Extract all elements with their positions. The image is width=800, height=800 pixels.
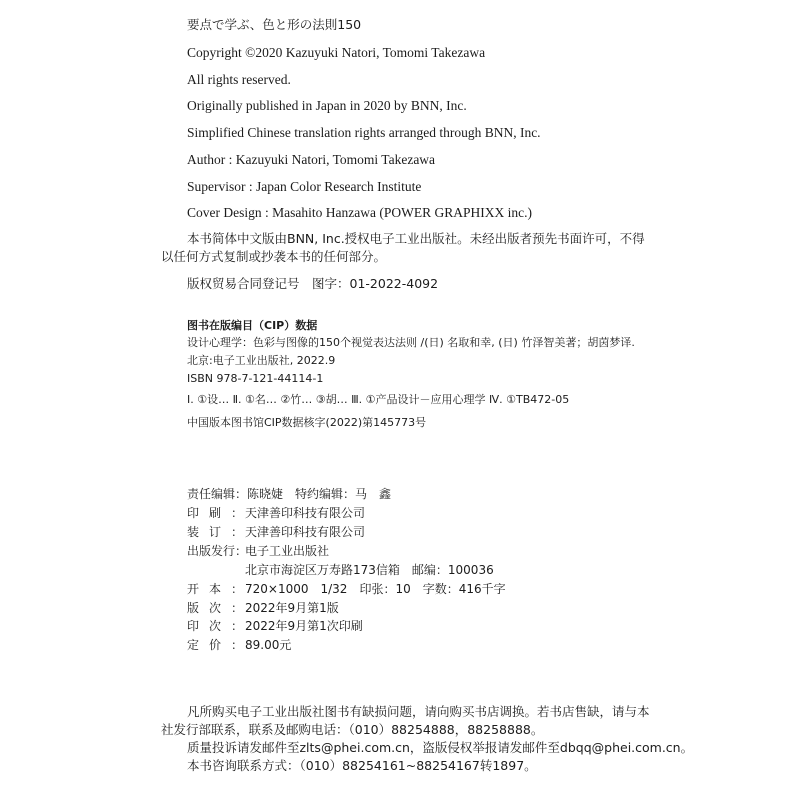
- cip-heading: 图书在版编目（CIP）数据: [187, 319, 318, 332]
- binding-label: 装订：: [187, 525, 243, 539]
- print-value: 天津善印科技有限公司: [245, 506, 366, 520]
- edition-label: 版次：: [187, 601, 243, 615]
- contract-registration: 版权贸易合同登记号 图字：01-2022-4092: [187, 276, 439, 291]
- distribution-value: 电子工业出版社: [245, 544, 330, 558]
- cip-title-line: 设计心理学：色彩与图像的150个视觉表达法则 /(日) 名取和幸, (日) 竹泽智美著；胡茵梦译.: [187, 336, 635, 349]
- impression-value: 2022年9月第1次印刷: [245, 619, 363, 633]
- translation-rights-line: Simplified Chinese translation rights arranged through BNN, Inc.: [187, 125, 541, 140]
- format-value: 720×1000 1/32 印张：10 字数：416千字: [245, 582, 506, 596]
- binding-value: 天津善印科技有限公司: [245, 525, 366, 539]
- author-line: Author : Kazuyuki Natori, Tomomi Takezawa: [187, 152, 436, 167]
- original-title: 要点で学ぶ、色と形の法則150: [187, 17, 362, 32]
- editor-line: 责任编辑：陈晓婕 特约编辑：马 鑫: [187, 487, 392, 501]
- cip-isbn: ISBN 978-7-121-44114-1: [187, 372, 324, 385]
- edition-value: 2022年9月第1版: [245, 601, 339, 615]
- cip-number: 中国版本图书馆CIP数据核字(2022)第145773号: [187, 416, 427, 429]
- cover-design-line: Cover Design : Masahito Hanzawa (POWER GRAPHIXX inc.): [187, 205, 532, 220]
- license-notice-line-2: 以任何方式复制或抄袭本书的任何部分。: [161, 249, 387, 264]
- footer-notice-line-1: 凡所购买电子工业出版社图书有缺损问题，请向购买书店调换。若书店售缺，请与本: [187, 704, 650, 719]
- price-value: 89.00元: [245, 638, 292, 652]
- print-label: 印刷：: [187, 506, 243, 520]
- format-label: 开本：: [187, 582, 243, 596]
- impression-label: 印次：: [187, 619, 243, 633]
- footer-notice-line-2: 社发行部联系，联系及邮购电话：（010）88254888，88258888。: [161, 722, 544, 737]
- license-notice-line-1: 本书简体中文版由BNN, Inc.授权电子工业出版社。未经出版者预先书面许可，不得: [187, 231, 645, 246]
- cip-classification: Ⅰ. ①设… Ⅱ. ①名… ②竹… ③胡… Ⅲ. ①产品设计－应用心理学 Ⅳ. ①TB472-05: [187, 393, 570, 406]
- price-label: 定价：: [187, 638, 243, 652]
- distribution-label: 出版发行：: [187, 544, 248, 558]
- cip-publisher-line: 北京:电子工业出版社, 2022.9: [187, 354, 336, 367]
- footer-notice-line-3: 质量投诉请发邮件至zlts@phei.com.cn，盗版侵权举报请发邮件至dbqq@phei.com.cn。: [187, 740, 694, 755]
- published-line: Originally published in Japan in 2020 by BNN, Inc.: [187, 98, 467, 113]
- rights-line: All rights reserved.: [187, 72, 291, 87]
- supervisor-line: Supervisor : Japan Color Research Institute: [187, 179, 422, 194]
- footer-notice-line-4: 本书咨询联系方式：（010）88254161~88254167转1897。: [187, 758, 537, 773]
- copyright-line: Copyright ©2020 Kazuyuki Natori, Tomomi Takezawa: [187, 45, 486, 60]
- address-value: 北京市海淀区万寿路173信箱 邮编：100036: [245, 563, 494, 577]
